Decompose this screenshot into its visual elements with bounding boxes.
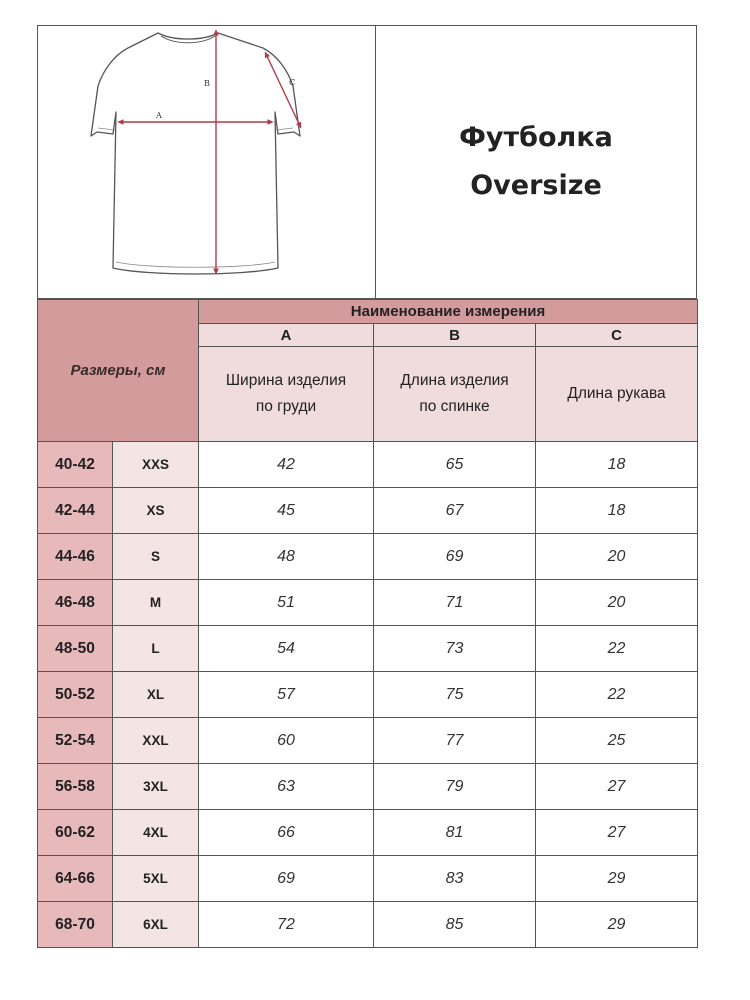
column-letter-c: C — [536, 324, 698, 347]
value-b-cell: 85 — [374, 902, 536, 948]
size-range-cell: 68-70 — [38, 902, 113, 948]
value-b-cell: 71 — [374, 580, 536, 626]
label-c: C — [289, 78, 296, 87]
table-row — [38, 442, 698, 488]
value-c-cell: 20 — [536, 534, 698, 580]
product-title-line2: Oversize — [470, 170, 602, 201]
size-range-cell: 40-42 — [38, 442, 113, 488]
product-title-line1: Футболка — [459, 122, 613, 153]
size-range-cell: 46-48 — [38, 580, 113, 626]
size-label-cell: M — [113, 580, 199, 626]
value-a-cell: 66 — [199, 810, 374, 856]
value-c-cell: 25 — [536, 718, 698, 764]
size-label-cell: XXL — [113, 718, 199, 764]
value-a-cell: 69 — [199, 856, 374, 902]
size-range-cell: 42-44 — [38, 488, 113, 534]
column-desc-line: по спинке — [419, 398, 490, 415]
column-desc-a — [199, 347, 374, 442]
value-b-cell: 79 — [374, 764, 536, 810]
value-b-cell: 75 — [374, 672, 536, 718]
table-row — [38, 534, 698, 580]
column-desc-line: Длина рукава — [567, 385, 666, 402]
table-row — [38, 626, 698, 672]
size-range-cell: 48-50 — [38, 626, 113, 672]
size-table — [37, 299, 698, 948]
size-range-cell: 50-52 — [38, 672, 113, 718]
value-a-cell: 54 — [199, 626, 374, 672]
value-c-cell: 29 — [536, 902, 698, 948]
table-row — [38, 580, 698, 626]
column-letter-a: A — [199, 324, 374, 347]
tshirt-illustration — [38, 26, 376, 298]
size-label-cell: 3XL — [113, 764, 199, 810]
table-row — [38, 810, 698, 856]
value-b-cell: 77 — [374, 718, 536, 764]
value-b-cell: 73 — [374, 626, 536, 672]
value-a-cell: 57 — [199, 672, 374, 718]
size-range-cell: 60-62 — [38, 810, 113, 856]
table-row — [38, 488, 698, 534]
tshirt-outline-icon — [38, 26, 375, 298]
product-header — [37, 25, 697, 299]
table-row — [38, 718, 698, 764]
value-a-cell: 72 — [199, 902, 374, 948]
size-label-cell: 6XL — [113, 902, 199, 948]
table-row — [38, 902, 698, 948]
value-c-cell: 18 — [536, 488, 698, 534]
value-a-cell: 63 — [199, 764, 374, 810]
value-a-cell: 60 — [199, 718, 374, 764]
sizes-header: Размеры, см — [38, 300, 199, 442]
value-a-cell: 42 — [199, 442, 374, 488]
value-c-cell: 18 — [536, 442, 698, 488]
value-b-cell: 69 — [374, 534, 536, 580]
table-row — [38, 764, 698, 810]
measurement-group-header: Наименование измерения — [199, 300, 698, 324]
value-c-cell: 29 — [536, 856, 698, 902]
label-b: B — [204, 79, 210, 88]
value-a-cell: 45 — [199, 488, 374, 534]
column-letter-b: B — [374, 324, 536, 347]
label-a: A — [156, 111, 162, 120]
size-label-cell: XXS — [113, 442, 199, 488]
value-b-cell: 83 — [374, 856, 536, 902]
column-desc-line: Ширина изделия — [225, 372, 347, 389]
size-range-cell: 44-46 — [38, 534, 113, 580]
column-desc-line: Длина изделия — [400, 372, 509, 389]
value-b-cell: 81 — [374, 810, 536, 856]
size-label-cell: S — [113, 534, 199, 580]
table-row — [38, 672, 698, 718]
column-desc-line: по груди — [255, 398, 317, 415]
table-row — [38, 856, 698, 902]
value-c-cell: 27 — [536, 764, 698, 810]
column-desc-c — [536, 347, 698, 442]
size-range-cell: 56-58 — [38, 764, 113, 810]
size-range-cell: 64-66 — [38, 856, 113, 902]
value-b-cell: 67 — [374, 488, 536, 534]
size-label-cell: 4XL — [113, 810, 199, 856]
product-title — [376, 26, 696, 298]
value-c-cell: 22 — [536, 626, 698, 672]
value-b-cell: 65 — [374, 442, 536, 488]
value-c-cell: 20 — [536, 580, 698, 626]
value-a-cell: 48 — [199, 534, 374, 580]
size-label-cell: XL — [113, 672, 199, 718]
size-range-cell: 52-54 — [38, 718, 113, 764]
size-label-cell: XS — [113, 488, 199, 534]
size-chart — [37, 25, 697, 950]
value-a-cell: 51 — [199, 580, 374, 626]
size-label-cell: 5XL — [113, 856, 199, 902]
size-label-cell: L — [113, 626, 199, 672]
value-c-cell: 22 — [536, 672, 698, 718]
value-c-cell: 27 — [536, 810, 698, 856]
column-desc-b — [374, 347, 536, 442]
